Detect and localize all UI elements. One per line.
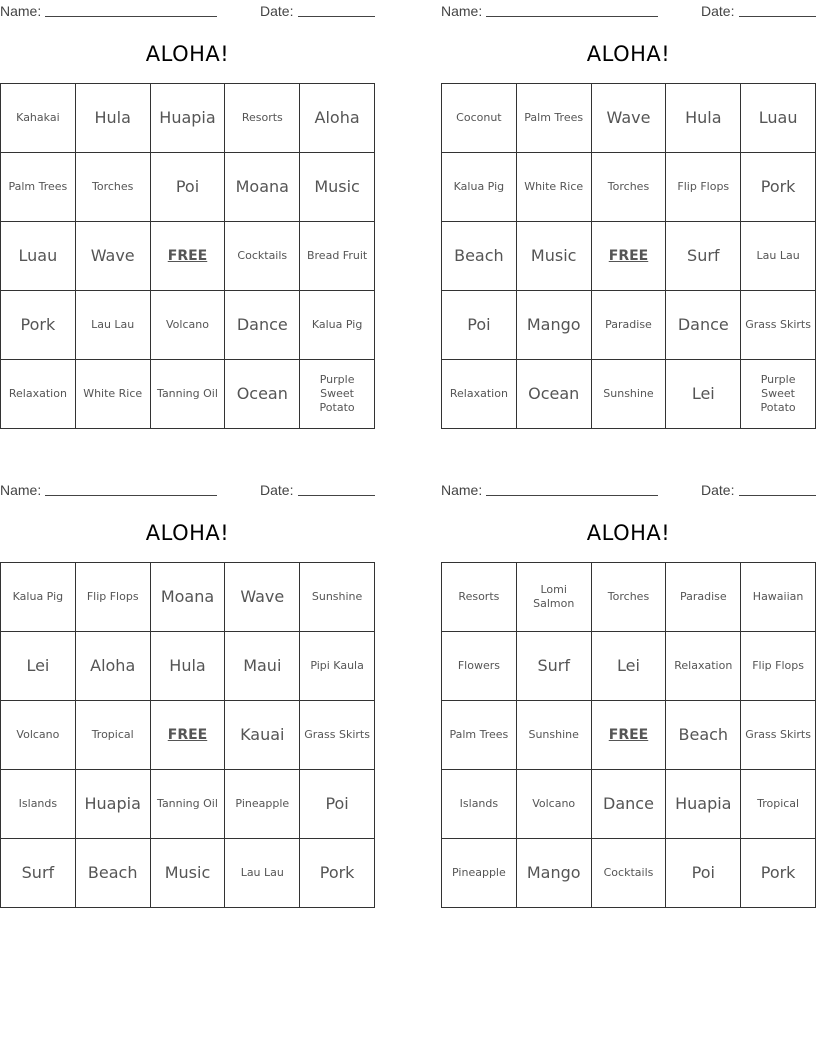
bingo-cell: Beach <box>75 839 150 908</box>
bingo-cell: Wave <box>591 84 666 153</box>
bingo-cell: Palm Trees <box>442 701 517 770</box>
bingo-cell: Flip Flops <box>741 632 816 701</box>
bingo-card-4 <box>441 479 816 882</box>
free-space: FREE <box>591 701 666 770</box>
bingo-cell: Grass Skirts <box>300 701 375 770</box>
bingo-cell: Tanning Oil <box>150 360 225 429</box>
bingo-cell: Sunshine <box>300 563 375 632</box>
name-blank-line <box>45 495 217 496</box>
bingo-cell: Pipi Kaula <box>300 632 375 701</box>
bingo-cell: Lei <box>666 360 741 429</box>
card-title: ALOHA! <box>586 521 671 545</box>
bingo-cell: Relaxation <box>666 632 741 701</box>
bingo-cell: Purple Sweet Potato <box>741 360 816 429</box>
bingo-card-3 <box>0 479 375 882</box>
grid-row <box>1 84 375 153</box>
bingo-cell: Lau Lau <box>75 291 150 360</box>
bingo-cell: Dance <box>225 291 300 360</box>
bingo-cell: Surf <box>516 632 591 701</box>
bingo-cell: Wave <box>75 222 150 291</box>
bingo-cell: Kauai <box>225 701 300 770</box>
bingo-grid <box>0 562 375 908</box>
grid-row <box>442 632 816 701</box>
bingo-cell: Islands <box>1 770 76 839</box>
bingo-cell: Hula <box>150 632 225 701</box>
bingo-cell: Maui <box>225 632 300 701</box>
grid-row <box>442 563 816 632</box>
name-label: Name: <box>441 482 483 498</box>
grid-row <box>1 222 375 291</box>
bingo-cell: Volcano <box>1 701 76 770</box>
grid-row <box>442 84 816 153</box>
bingo-cell: Purple Sweet Potato <box>300 360 375 429</box>
bingo-cell: Moana <box>150 563 225 632</box>
bingo-cell: Lei <box>1 632 76 701</box>
bingo-cell: Poi <box>666 839 741 908</box>
bingo-cell: Sunshine <box>516 701 591 770</box>
grid-row <box>442 839 816 908</box>
bingo-card-1 <box>0 0 375 415</box>
bingo-cell: Cocktails <box>591 839 666 908</box>
bingo-cell: Music <box>150 839 225 908</box>
bingo-grid <box>441 562 816 908</box>
grid-row <box>442 222 816 291</box>
grid-row <box>442 701 816 770</box>
bingo-cell: Pineapple <box>442 839 517 908</box>
date-blank-line <box>739 16 816 17</box>
bingo-cell: Torches <box>75 153 150 222</box>
bingo-cell: Kahakai <box>1 84 76 153</box>
date-blank-line <box>739 495 816 496</box>
name-label: Name: <box>441 3 483 19</box>
grid-row <box>1 563 375 632</box>
bingo-cell: Palm Trees <box>1 153 76 222</box>
bingo-cell: Relaxation <box>1 360 76 429</box>
bingo-cell: Torches <box>591 563 666 632</box>
bingo-cell: Beach <box>442 222 517 291</box>
grid-row <box>1 291 375 360</box>
date-label: Date: <box>260 3 294 19</box>
name-blank-line <box>486 16 658 17</box>
bingo-cell: Lau Lau <box>741 222 816 291</box>
card-title: ALOHA! <box>145 521 230 545</box>
card-header <box>0 0 375 22</box>
grid-row <box>442 770 816 839</box>
bingo-cell: Dance <box>591 770 666 839</box>
bingo-cell: Hula <box>666 84 741 153</box>
card-title: ALOHA! <box>145 42 230 66</box>
bingo-cell: Luau <box>1 222 76 291</box>
bingo-cell: Tropical <box>741 770 816 839</box>
grid-row <box>1 153 375 222</box>
date-label: Date: <box>701 482 735 498</box>
bingo-cell: Kalua Pig <box>442 153 517 222</box>
bingo-cell: Kalua Pig <box>300 291 375 360</box>
card-title: ALOHA! <box>586 42 671 66</box>
name-blank-line <box>486 495 658 496</box>
bingo-cell: Aloha <box>75 632 150 701</box>
grid-row <box>442 291 816 360</box>
bingo-grid <box>0 83 375 429</box>
bingo-cell: Hula <box>75 84 150 153</box>
bingo-cell: Ocean <box>225 360 300 429</box>
grid-row <box>1 770 375 839</box>
name-label: Name: <box>0 482 42 498</box>
card-header <box>441 0 816 22</box>
date-blank-line <box>298 16 375 17</box>
bingo-cell: Grass Skirts <box>741 701 816 770</box>
bingo-cell: Paradise <box>591 291 666 360</box>
date-label: Date: <box>701 3 735 19</box>
bingo-cell: Music <box>516 222 591 291</box>
bingo-cell: Huapia <box>666 770 741 839</box>
free-space: FREE <box>591 222 666 291</box>
bingo-cell: Coconut <box>442 84 517 153</box>
bingo-cell: Torches <box>591 153 666 222</box>
bingo-cell: Pineapple <box>225 770 300 839</box>
bingo-cell: White Rice <box>516 153 591 222</box>
grid-row <box>442 360 816 429</box>
bingo-cell: Wave <box>225 563 300 632</box>
grid-row <box>442 153 816 222</box>
grid-row <box>1 360 375 429</box>
grid-row <box>1 701 375 770</box>
bingo-grid <box>441 83 816 429</box>
date-label: Date: <box>260 482 294 498</box>
bingo-cell: Dance <box>666 291 741 360</box>
bingo-cell: Hawaiian <box>741 563 816 632</box>
bingo-cell: Pork <box>741 153 816 222</box>
bingo-cell: Flip Flops <box>75 563 150 632</box>
bingo-cell: Palm Trees <box>516 84 591 153</box>
card-header <box>0 479 375 501</box>
bingo-cell: Music <box>300 153 375 222</box>
bingo-card-2 <box>441 0 816 415</box>
grid-row <box>1 632 375 701</box>
grid-row <box>1 839 375 908</box>
bingo-cell: Bread Fruit <box>300 222 375 291</box>
free-space: FREE <box>150 701 225 770</box>
bingo-cell: Mango <box>516 839 591 908</box>
bingo-cell: Luau <box>741 84 816 153</box>
bingo-cell: Resorts <box>225 84 300 153</box>
bingo-cell: Lei <box>591 632 666 701</box>
bingo-cell: Pork <box>300 839 375 908</box>
card-header <box>441 479 816 501</box>
bingo-cell: Volcano <box>516 770 591 839</box>
bingo-cell: Sunshine <box>591 360 666 429</box>
bingo-cell: Surf <box>1 839 76 908</box>
bingo-cell: Islands <box>442 770 517 839</box>
bingo-cell: Relaxation <box>442 360 517 429</box>
bingo-cell: Lomi Salmon <box>516 563 591 632</box>
name-blank-line <box>45 16 217 17</box>
bingo-cell: Aloha <box>300 84 375 153</box>
name-label: Name: <box>0 3 42 19</box>
bingo-cell: Beach <box>666 701 741 770</box>
bingo-cell: Moana <box>225 153 300 222</box>
bingo-cell: Volcano <box>150 291 225 360</box>
bingo-cell: Resorts <box>442 563 517 632</box>
bingo-cell: Flowers <box>442 632 517 701</box>
bingo-cell: Ocean <box>516 360 591 429</box>
bingo-cell: Cocktails <box>225 222 300 291</box>
bingo-cell: Huapia <box>75 770 150 839</box>
bingo-cell: Poi <box>442 291 517 360</box>
bingo-cell: Paradise <box>666 563 741 632</box>
date-blank-line <box>298 495 375 496</box>
bingo-cell: White Rice <box>75 360 150 429</box>
bingo-cell: Mango <box>516 291 591 360</box>
bingo-cell: Pork <box>1 291 76 360</box>
bingo-cell: Surf <box>666 222 741 291</box>
bingo-cell: Tanning Oil <box>150 770 225 839</box>
bingo-cell: Huapia <box>150 84 225 153</box>
bingo-cell: Lau Lau <box>225 839 300 908</box>
bingo-cell: Flip Flops <box>666 153 741 222</box>
bingo-cell: Pork <box>741 839 816 908</box>
bingo-cell: Tropical <box>75 701 150 770</box>
bingo-cell: Poi <box>150 153 225 222</box>
bingo-cell: Kalua Pig <box>1 563 76 632</box>
bingo-cell: Poi <box>300 770 375 839</box>
bingo-cell: Grass Skirts <box>741 291 816 360</box>
free-space: FREE <box>150 222 225 291</box>
